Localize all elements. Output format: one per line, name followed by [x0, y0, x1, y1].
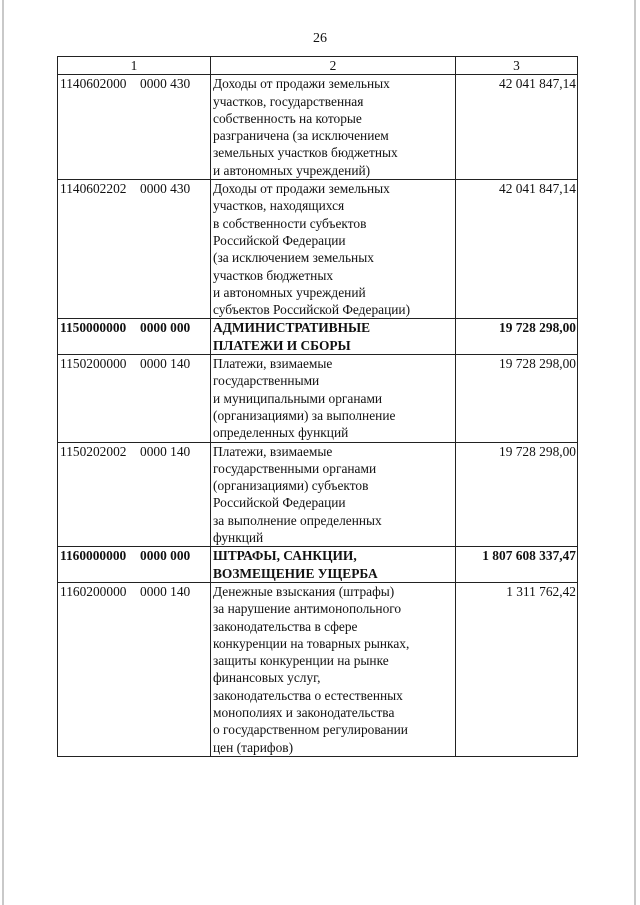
row-name: Платежи, взимаемые государственными органами (организациями) субъектов Российской Федерации за выполнение определенных функций [211, 442, 456, 547]
table-row [58, 582, 578, 756]
row-code-main: 1150202002 [60, 443, 127, 459]
row-name: ШТРАФЫ, САНКЦИИ, ВОЗМЕЩЕНИЕ УЩЕРБА [211, 547, 456, 583]
row-amount: 19 728 298,00 [456, 442, 578, 547]
revenue-table [57, 56, 578, 757]
row-code-suffix: 0000 140 [140, 443, 191, 459]
row-code [58, 547, 211, 583]
table-row [58, 180, 578, 319]
row-code-main: 1140602202 [60, 181, 127, 197]
row-code [58, 75, 211, 180]
row-code-suffix: 0000 000 [140, 548, 191, 564]
row-amount: 19 728 298,00 [456, 319, 578, 355]
row-code-suffix: 0000 000 [140, 320, 191, 336]
column-header-amount: 3 [456, 57, 578, 75]
row-code [58, 582, 211, 756]
row-code-main: 1150000000 [60, 320, 127, 336]
row-amount: 42 041 847,14 [456, 180, 578, 319]
row-code [58, 355, 211, 442]
table-row-section [58, 547, 578, 583]
table-row [58, 355, 578, 442]
row-name: Доходы от продажи земельных участков, находящихся в собственности субъектов Российской Федерации (за исключением земельных участков бюджетных и автономных учреждений субъектов Российской Федерации) [211, 180, 456, 319]
page-number: 26 [313, 31, 327, 46]
column-header-name: 2 [211, 57, 456, 75]
row-amount: 42 041 847,14 [456, 75, 578, 180]
row-amount: 1 311 762,42 [456, 582, 578, 756]
table-row [58, 442, 578, 547]
row-code-main: 1140602000 [60, 76, 127, 92]
column-header-code: 1 [58, 57, 211, 75]
row-code-main: 1160200000 [60, 583, 127, 599]
row-name: АДМИНИСТРАТИВНЫЕ ПЛАТЕЖИ И СБОРЫ [211, 319, 456, 355]
row-code [58, 319, 211, 355]
row-code-main: 1160000000 [60, 548, 127, 564]
table-row-section [58, 319, 578, 355]
row-code [58, 180, 211, 319]
row-code-suffix: 0000 430 [140, 181, 191, 197]
table-header-row [58, 57, 578, 75]
row-name: Доходы от продажи земельных участков, государственная собственность на которые разграничена (за исключением земельных участков бюджетных и автономных учреждений) [211, 75, 456, 180]
row-name: Платежи, взимаемые государственными и муниципальными органами (организациями) за выполнение определенных функций [211, 355, 456, 442]
row-name: Денежные взыскания (штрафы) за нарушение антимонопольного законодательства в сфере конкуренции на товарных рынках, защиты конкуренции на рынке финансовых услуг, законодательства о естественных монополиях и законодательства о государственном регулировании цен (тарифов) [211, 582, 456, 756]
row-code-main: 1150200000 [60, 356, 127, 372]
row-code-suffix: 0000 140 [140, 356, 191, 372]
row-amount: 19 728 298,00 [456, 355, 578, 442]
table-row [58, 75, 578, 180]
row-code [58, 442, 211, 547]
row-amount: 1 807 608 337,47 [456, 547, 578, 583]
row-code-suffix: 0000 430 [140, 76, 191, 92]
row-code-suffix: 0000 140 [140, 583, 191, 599]
scan-edge-left [2, 0, 4, 905]
scan-edge-right [634, 0, 636, 905]
